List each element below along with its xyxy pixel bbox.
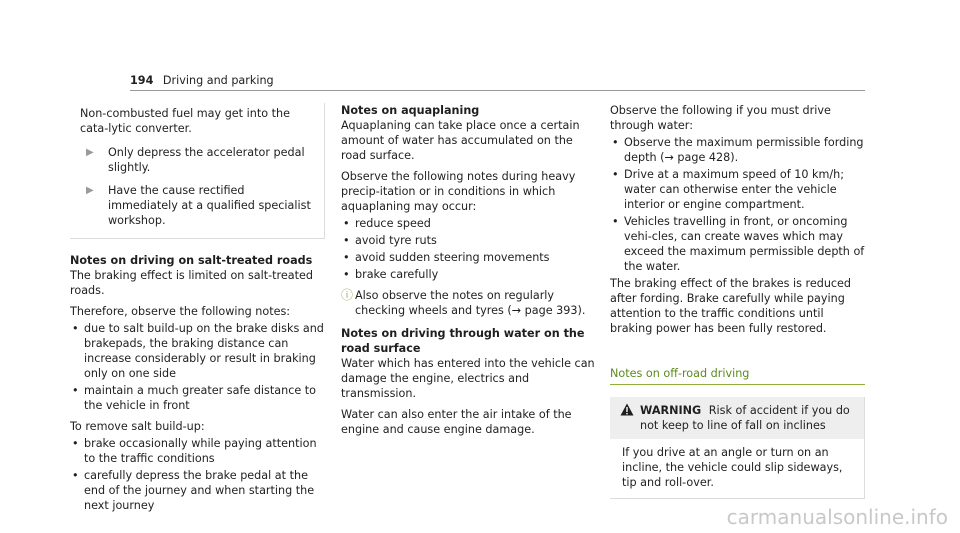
aquaplaning-observe: Observe the following notes during heavy precip-itation or in conditions in which aquaplaning may occur:	[341, 170, 576, 213]
list-item: • Observe the maximum permissible fording depth (→ page 428).	[610, 135, 865, 165]
warning-title: Risk of accident if you do not keep to line of fall on inclines	[640, 404, 850, 432]
step-text: Have the cause rectified immediately at a qualified specialist workshop.	[108, 184, 311, 227]
step-text: Only depress the accelerator pedal slightly.	[108, 146, 305, 174]
section-title: Driving and parking	[162, 74, 274, 87]
step-arrow-icon: ▶	[86, 147, 94, 158]
list-item: • Drive at a maximum speed of 10 km/h; water can otherwise enter the vehicle interior or engine compartment.	[610, 167, 865, 212]
fording-intro: Observe the following if you must drive through water:	[610, 104, 831, 132]
step-arrow-icon: ▶	[86, 185, 94, 196]
fording-list	[610, 135, 865, 274]
salt-observe: Therefore, observe the following notes:	[70, 305, 291, 318]
water-paragraph-1: Water which has entered into the vehicle can damage the engine, electrics and transmission.	[341, 357, 595, 400]
list-item: • due to salt build-up on the brake disks and brakepads, the braking distance can increase considerably or result in braking only on one side	[70, 321, 325, 381]
page-number: 194	[130, 74, 154, 87]
continued-warning-box	[70, 103, 325, 239]
list-item: • maintain a much greater safe distance to the vehicle in front	[70, 383, 325, 413]
aquaplaning-list	[341, 216, 596, 282]
water-paragraph-2: Water can also enter the air intake of the engine and cause engine damage.	[341, 408, 572, 436]
list-item: • avoid tyre ruts	[341, 233, 596, 248]
info-icon: ⓘ	[341, 288, 354, 302]
watermark: carmanualsonline.info	[726, 505, 948, 529]
column-middle	[341, 103, 596, 437]
list-item: • Vehicles travelling in front, or oncoming vehi-cles, can create waves which may exceed the maximum permissible depth of the water.	[610, 214, 865, 274]
column-left	[70, 103, 325, 515]
warning-body: If you drive at an angle or turn on an incline, the vehicle could slip sideways, tip and roll-over.	[622, 446, 843, 489]
salt-heading: Notes on driving on salt-treated roads	[70, 254, 313, 267]
step-item	[80, 183, 314, 228]
aquaplaning-heading: Notes on aquaplaning	[341, 104, 480, 117]
braking-text: The braking effect of the brakes is reduced after fording. Brake carefully while paying attention to the traffic conditions until braking power has been fully restored.	[610, 277, 852, 335]
column-right	[610, 103, 865, 499]
box-text: Non-combusted fuel may get into the cata-lytic converter.	[80, 107, 290, 135]
salt-list	[70, 321, 325, 413]
list-item: • brake carefully	[341, 267, 596, 282]
warning-label: WARNING	[640, 404, 702, 417]
water-heading: Notes on driving through water on the road surface	[341, 327, 585, 355]
list-item: • carefully depress the brake pedal at the end of the journey and when starting the next journey	[70, 468, 325, 513]
list-item: • brake occasionally while paying attention to the traffic conditions	[70, 436, 325, 466]
remove-list	[70, 436, 325, 513]
info-note-text: Also observe the notes on regularly checking wheels and tyres (→ page 393).	[355, 289, 586, 317]
step-item	[80, 145, 314, 175]
warning-box	[610, 397, 865, 499]
list-item: • reduce speed	[341, 216, 596, 231]
remove-intro: To remove salt build-up:	[70, 420, 205, 433]
offroad-heading: Notes on off-road driving	[610, 366, 865, 385]
warning-triangle-icon	[620, 403, 640, 433]
salt-intro: The braking effect is limited on salt-treated roads.	[70, 269, 314, 297]
info-note	[341, 288, 596, 318]
page-header	[130, 73, 274, 88]
list-item: • avoid sudden steering movements	[341, 250, 596, 265]
header-divider	[130, 90, 865, 91]
aquaplaning-intro: Aquaplaning can take place once a certain amount of water has accumulated on the road surface.	[341, 119, 580, 162]
warning-header	[610, 397, 864, 439]
